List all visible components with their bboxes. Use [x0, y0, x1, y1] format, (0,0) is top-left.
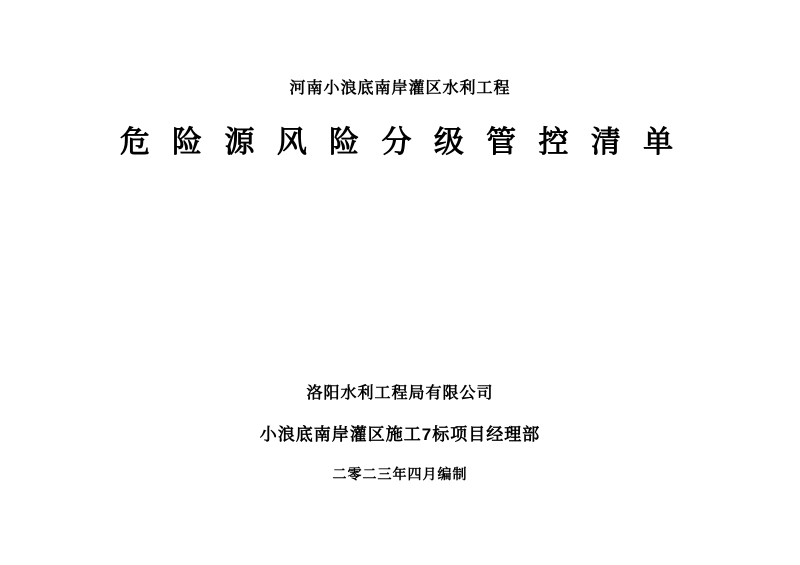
- department-name: 小浪底南岸灌区施工7标项目经理部: [259, 425, 541, 444]
- company-name: 洛阳水利工程局有限公司: [306, 385, 494, 402]
- compilation-date: 二零二三年四月编制: [332, 466, 468, 482]
- project-name: 河南小浪底南岸灌区水利工程: [289, 80, 511, 97]
- page-title: 危 险 源 风 险 分 级 管 控 清 单: [119, 126, 681, 159]
